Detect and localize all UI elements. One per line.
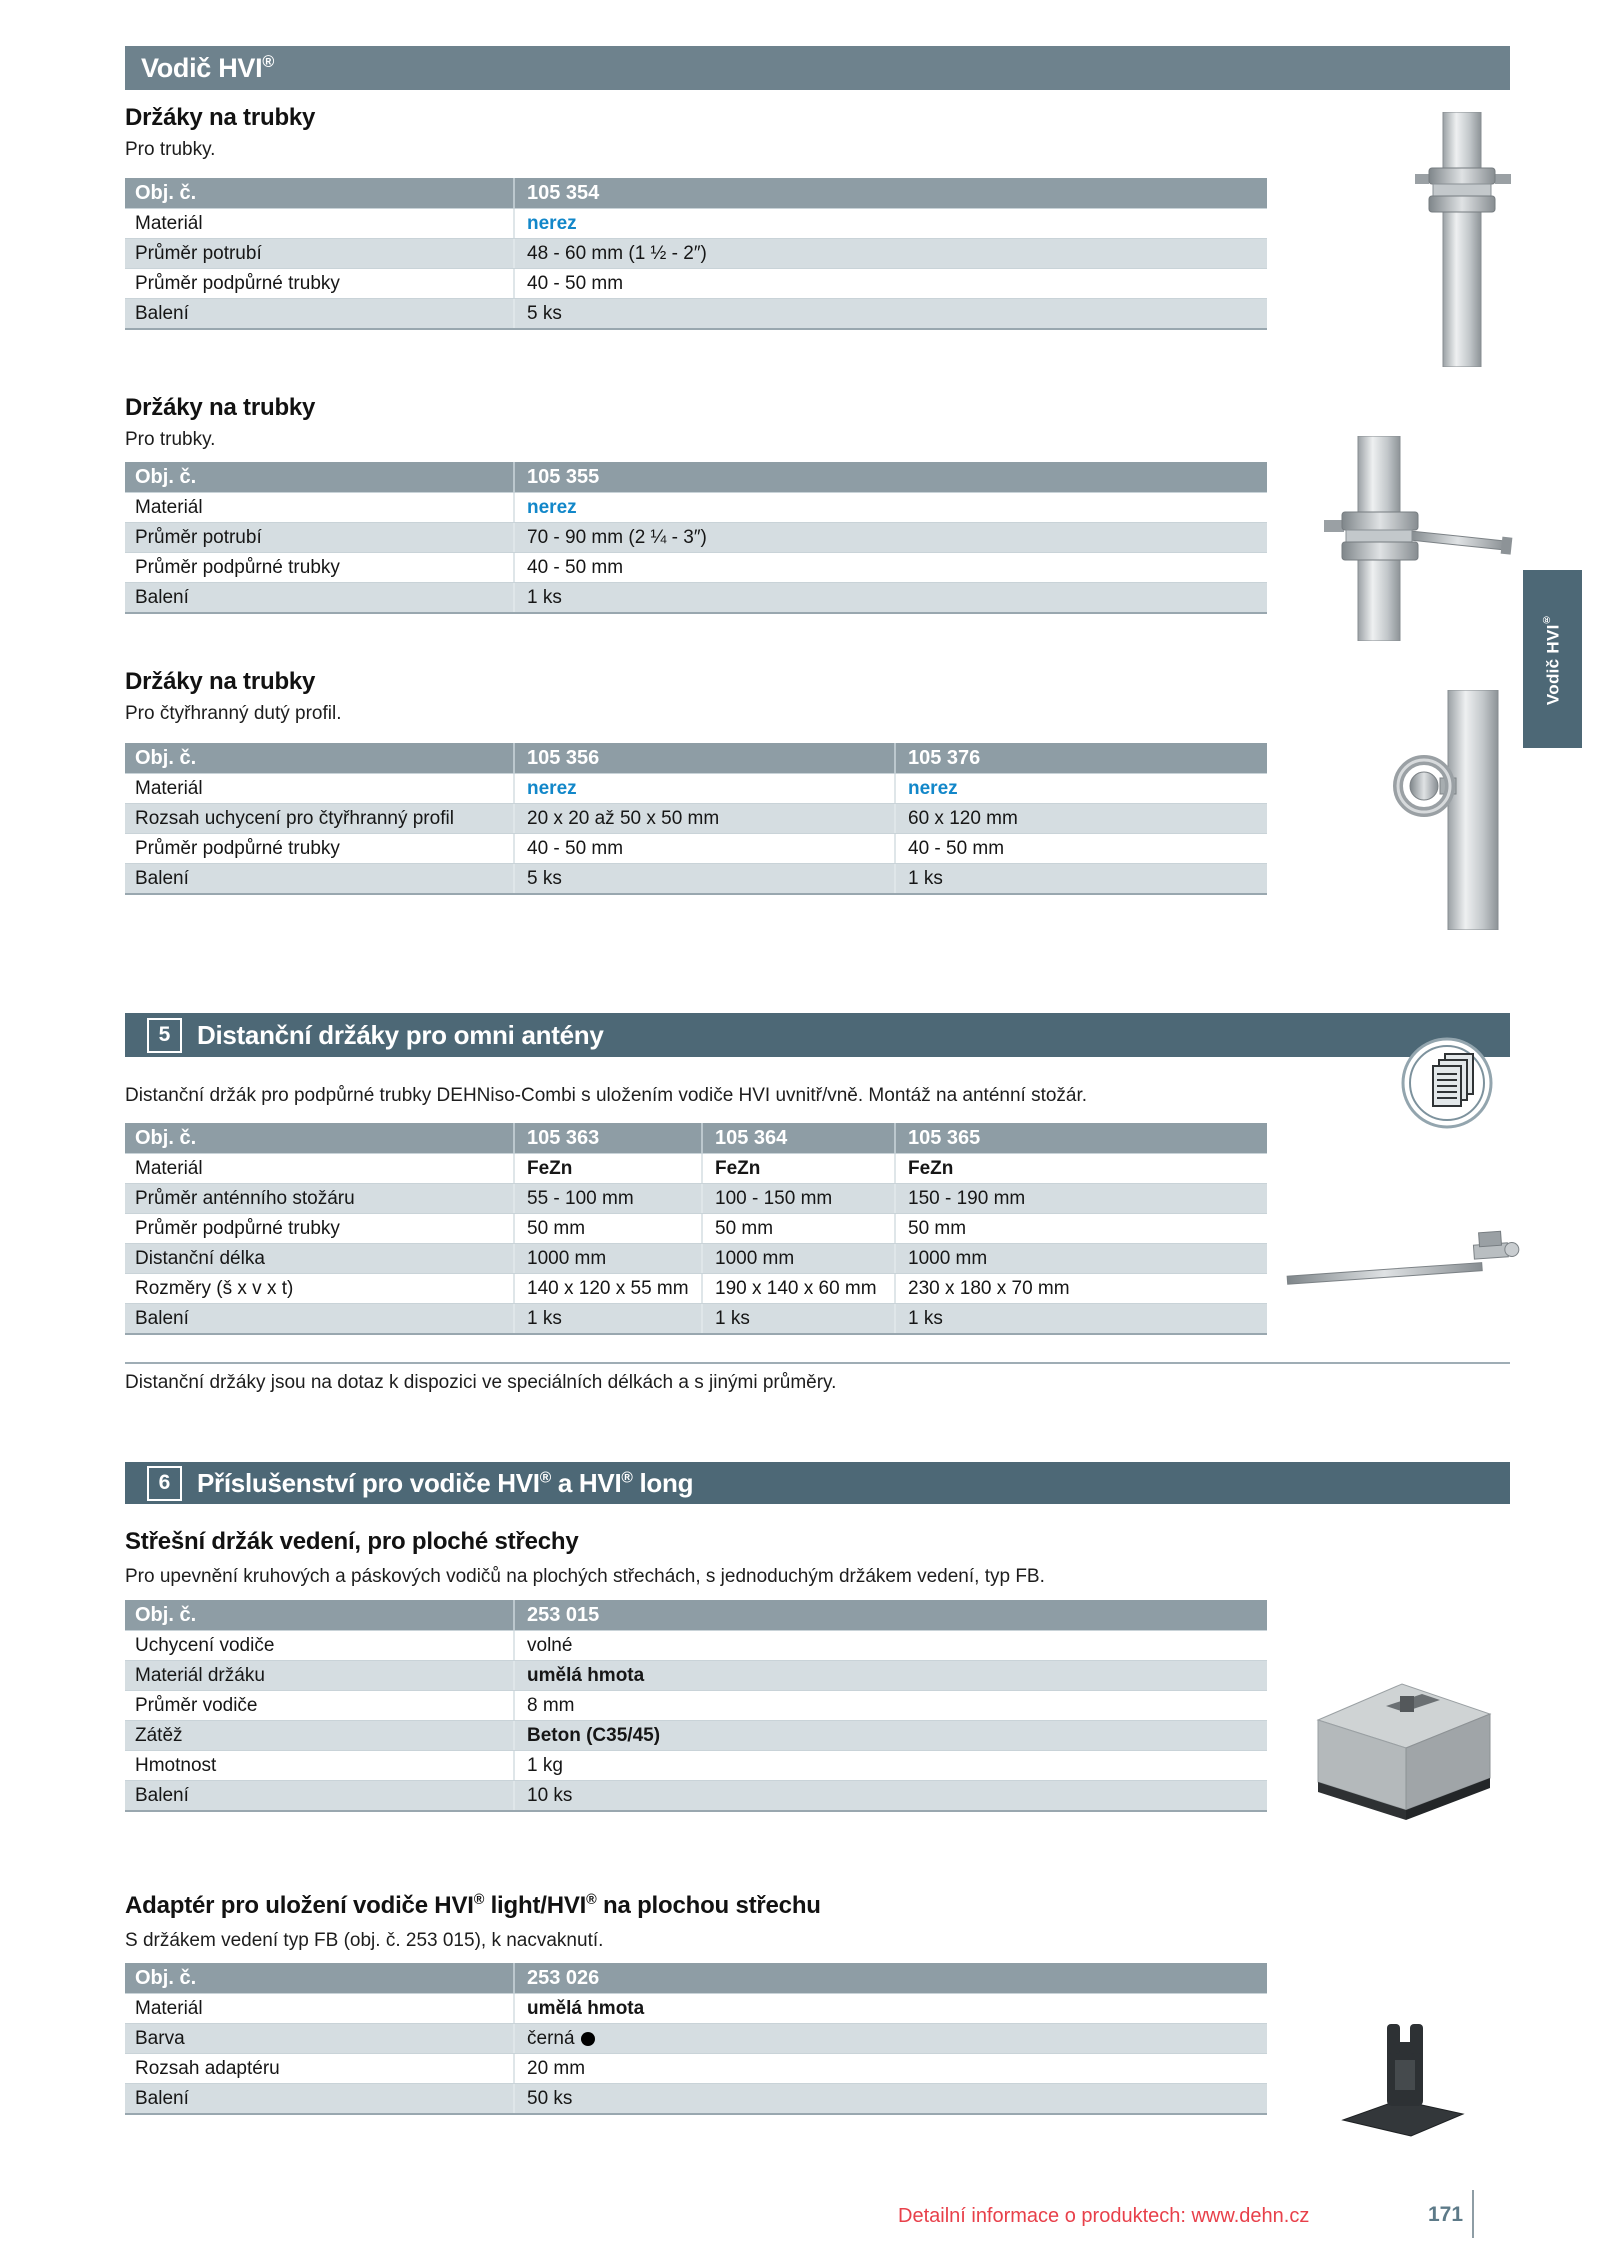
table-header-row: [125, 462, 1267, 492]
table-row: [125, 1780, 1267, 1810]
cell-label: Rozsah uchycení pro čtyřhranný profil: [135, 808, 454, 829]
table-row: [125, 1153, 1267, 1183]
article-number: 105 365: [894, 1123, 1267, 1153]
table-row: [125, 803, 1267, 833]
table-row: [125, 2083, 1267, 2113]
cell-value: 48 - 60 mm (1 ½ - 2″): [513, 239, 1267, 268]
product-photo-square-profile-clamp: [1382, 690, 1532, 930]
table-row: [125, 773, 1267, 803]
cell-value: 50 mm: [701, 1214, 894, 1243]
cell-value: 100 - 150 mm: [701, 1184, 894, 1213]
product-photo-pipe-clamp-105355: [1280, 436, 1515, 641]
documents-icon: [1400, 1036, 1494, 1130]
section-number: 6: [147, 1466, 182, 1501]
cell-value: 1 ks: [894, 1304, 1267, 1333]
cell-label: Průměr potrubí: [135, 527, 262, 548]
section-description: Distanční držák pro podpůrné trubky DEHNiso-Combi s uložením vodiče HVI uvnitř/vně. Montáž na anténní stožár.: [125, 1085, 1088, 1106]
cell-value: 1 ks: [513, 1304, 701, 1333]
cell-value: nerez: [513, 774, 894, 803]
cell-value: černá: [513, 2024, 1267, 2053]
cell-value: 1 kg: [513, 1751, 1267, 1780]
cell-value: 55 - 100 mm: [513, 1184, 701, 1213]
cell-value: umělá hmota: [513, 1661, 1267, 1690]
registered-mark: ®: [586, 1892, 597, 1908]
table-row: [125, 208, 1267, 238]
article-number: 105 355: [513, 462, 1267, 492]
section-title: Distanční držáky pro omni antény: [197, 1019, 604, 1050]
cell-value: 20 mm: [513, 2054, 1267, 2083]
obj-number-label: Obj. č.: [135, 1127, 197, 1149]
obj-number-label: Obj. č.: [135, 747, 197, 769]
product-table-253026: [125, 1963, 1267, 2115]
availability-note: Distanční držáky jsou na dotaz k dispozici ve speciálních délkách a s jinými průměry.: [125, 1372, 837, 1393]
table-header-row: [125, 1600, 1267, 1630]
registered-mark: ®: [262, 52, 274, 71]
cell-value: 70 - 90 mm (2 ¼ - 3″): [513, 523, 1267, 552]
side-tab-label: Vodič HVI®: [1541, 612, 1563, 706]
section-number: 5: [147, 1018, 182, 1053]
table-row: [125, 1273, 1267, 1303]
cell-value: 50 mm: [894, 1214, 1267, 1243]
table-header-row: [125, 178, 1267, 208]
cell-value: Beton (C35/45): [513, 1721, 1267, 1750]
product-heading: Držáky na trubky: [125, 668, 316, 695]
table-header-row: [125, 1123, 1267, 1153]
cell-label: Hmotnost: [135, 1755, 217, 1776]
product-heading: Adaptér pro uložení vodiče HVI® light/HVI® na plochou střechu: [125, 1892, 821, 1919]
cell-value: FeZn: [701, 1154, 894, 1183]
obj-number-label: Obj. č.: [135, 466, 197, 488]
cell-value: FeZn: [894, 1154, 1267, 1183]
article-number: 105 354: [513, 178, 1267, 208]
cell-value: 10 ks: [513, 1781, 1267, 1810]
category-title: Vodič HVI®: [141, 52, 274, 83]
table-row: [125, 1660, 1267, 1690]
table-row: [125, 863, 1267, 893]
table-row: [125, 522, 1267, 552]
obj-number-label: Obj. č.: [135, 182, 197, 204]
cell-value: 1 ks: [513, 583, 1267, 612]
cell-value: 5 ks: [513, 864, 894, 893]
cell-value: 140 x 120 x 55 mm: [513, 1274, 701, 1303]
footer-product-info-link[interactable]: Detailní informace o produktech: www.dehn.cz: [898, 2205, 1310, 2227]
divider-rule: [125, 1362, 1510, 1364]
product-heading: Držáky na trubky: [125, 394, 316, 421]
article-number: 105 363: [513, 1123, 701, 1153]
cell-value: 40 - 50 mm: [513, 553, 1267, 582]
table-row: [125, 1690, 1267, 1720]
article-number: 105 356: [513, 743, 894, 773]
cell-label: Průměr anténního stožáru: [135, 1188, 355, 1209]
cell-label: Distanční délka: [135, 1248, 265, 1269]
cell-label: Balení: [135, 868, 189, 889]
section-5-bar: [125, 1013, 1510, 1057]
product-heading: Střešní držák vedení, pro ploché střechy: [125, 1528, 579, 1555]
product-table-105356: [125, 743, 1267, 895]
cell-label: Materiál: [135, 1158, 203, 1179]
registered-mark: ®: [473, 1892, 485, 1908]
table-row: [125, 2053, 1267, 2083]
color-swatch-black: [581, 2032, 595, 2046]
product-table-105354: [125, 178, 1267, 330]
cell-value: 1 ks: [894, 864, 1267, 893]
article-number: 105 376: [894, 743, 1267, 773]
cell-value: nerez: [513, 209, 1267, 238]
cell-label: Rozměry (š x v x t): [135, 1278, 294, 1299]
cell-value: FeZn: [513, 1154, 701, 1183]
cell-label: Průměr vodiče: [135, 1695, 258, 1716]
obj-number-label: Obj. č.: [135, 1967, 197, 1989]
cell-label: Balení: [135, 1308, 189, 1329]
cell-value: 1000 mm: [894, 1244, 1267, 1273]
product-description: S držákem vedení typ FB (obj. č. 253 015), k nacvaknutí.: [125, 1930, 604, 1951]
cell-value: nerez: [894, 774, 1267, 803]
cell-value: 1 ks: [701, 1304, 894, 1333]
cell-label: Materiál: [135, 1998, 203, 2019]
cell-value: 230 x 180 x 70 mm: [894, 1274, 1267, 1303]
registered-mark: ®: [539, 1468, 551, 1486]
table-row: [125, 1993, 1267, 2023]
product-table-253015: [125, 1600, 1267, 1812]
cell-value: 190 x 140 x 60 mm: [701, 1274, 894, 1303]
cell-value: 40 - 50 mm: [513, 269, 1267, 298]
cell-value: 1000 mm: [513, 1244, 701, 1273]
table-row: [125, 1183, 1267, 1213]
cell-label: Průměr potrubí: [135, 243, 262, 264]
cell-value: 50 mm: [513, 1214, 701, 1243]
table-row: [125, 1630, 1267, 1660]
product-table-105363: [125, 1123, 1267, 1335]
table-row: [125, 268, 1267, 298]
cell-label: Materiál: [135, 497, 203, 518]
cell-label: Materiál držáku: [135, 1665, 265, 1686]
cell-label: Balení: [135, 587, 189, 608]
cell-label: Balení: [135, 2088, 189, 2109]
product-subheading: Pro čtyřhranný dutý profil.: [125, 703, 342, 724]
cell-value: 1000 mm: [701, 1244, 894, 1273]
cell-label: Materiál: [135, 778, 203, 799]
registered-mark: ®: [621, 1468, 633, 1486]
article-number: 253 026: [513, 1963, 1267, 1993]
cell-value: 40 - 50 mm: [513, 834, 894, 863]
section-title: Příslušenství pro vodiče HVI® a HVI® long: [197, 1467, 694, 1498]
cell-value: nerez: [513, 493, 1267, 522]
cell-label: Uchycení vodiče: [135, 1635, 275, 1656]
category-header-bar: [125, 46, 1510, 90]
cell-label: Průměr podpůrné trubky: [135, 273, 340, 294]
product-photo-black-adapter: [1335, 2008, 1470, 2138]
cell-label: Průměr podpůrné trubky: [135, 838, 340, 859]
cell-label: Průměr podpůrné trubky: [135, 1218, 340, 1239]
table-row: [125, 1750, 1267, 1780]
product-photo-distance-holder: [1285, 1210, 1525, 1305]
cell-value: 40 - 50 mm: [894, 834, 1267, 863]
product-heading: Držáky na trubky: [125, 104, 316, 131]
table-row: [125, 1213, 1267, 1243]
table-row: [125, 492, 1267, 522]
cell-value: 50 ks: [513, 2084, 1267, 2113]
cell-label: Balení: [135, 1785, 189, 1806]
obj-number-label: Obj. č.: [135, 1604, 197, 1626]
product-table-105355: [125, 462, 1267, 614]
table-row: [125, 238, 1267, 268]
table-header-row: [125, 1963, 1267, 1993]
table-row: [125, 2023, 1267, 2053]
product-photo-concrete-block: [1300, 1660, 1505, 1828]
table-row: [125, 552, 1267, 582]
table-row: [125, 833, 1267, 863]
cell-value: 60 x 120 mm: [894, 804, 1267, 833]
table-row: [125, 1720, 1267, 1750]
product-description: Pro upevnění kruhových a páskových vodičů na plochých střechách, s jednoduchým držákem vedení, typ FB.: [125, 1566, 1045, 1587]
cell-value: 150 - 190 mm: [894, 1184, 1267, 1213]
cell-value: 8 mm: [513, 1691, 1267, 1720]
cell-label: Průměr podpůrné trubky: [135, 557, 340, 578]
cell-value: 5 ks: [513, 299, 1267, 328]
cell-label: Materiál: [135, 213, 203, 234]
table-row: [125, 582, 1267, 612]
article-number: 105 364: [701, 1123, 894, 1153]
cell-label: Balení: [135, 303, 189, 324]
cell-value: 20 x 20 až 50 x 50 mm: [513, 804, 894, 833]
product-photo-pipe-clamp-105354: [1385, 112, 1535, 367]
table-header-row: [125, 743, 1267, 773]
article-number: 253 015: [513, 1600, 1267, 1630]
product-subheading: Pro trubky.: [125, 429, 216, 450]
cell-value: umělá hmota: [513, 1994, 1267, 2023]
table-row: [125, 1243, 1267, 1273]
table-row: [125, 1303, 1267, 1333]
product-subheading: Pro trubky.: [125, 139, 216, 160]
cell-label: Barva: [135, 2028, 185, 2049]
page-number: 171: [1428, 2203, 1464, 2226]
table-row: [125, 298, 1267, 328]
page-number-rule: [1472, 2190, 1474, 2238]
cell-value: volné: [513, 1631, 1267, 1660]
section-6-bar: [125, 1462, 1510, 1504]
registered-mark: ®: [1541, 612, 1553, 625]
cell-label: Rozsah adaptéru: [135, 2058, 280, 2079]
cell-label: Zátěž: [135, 1725, 183, 1746]
